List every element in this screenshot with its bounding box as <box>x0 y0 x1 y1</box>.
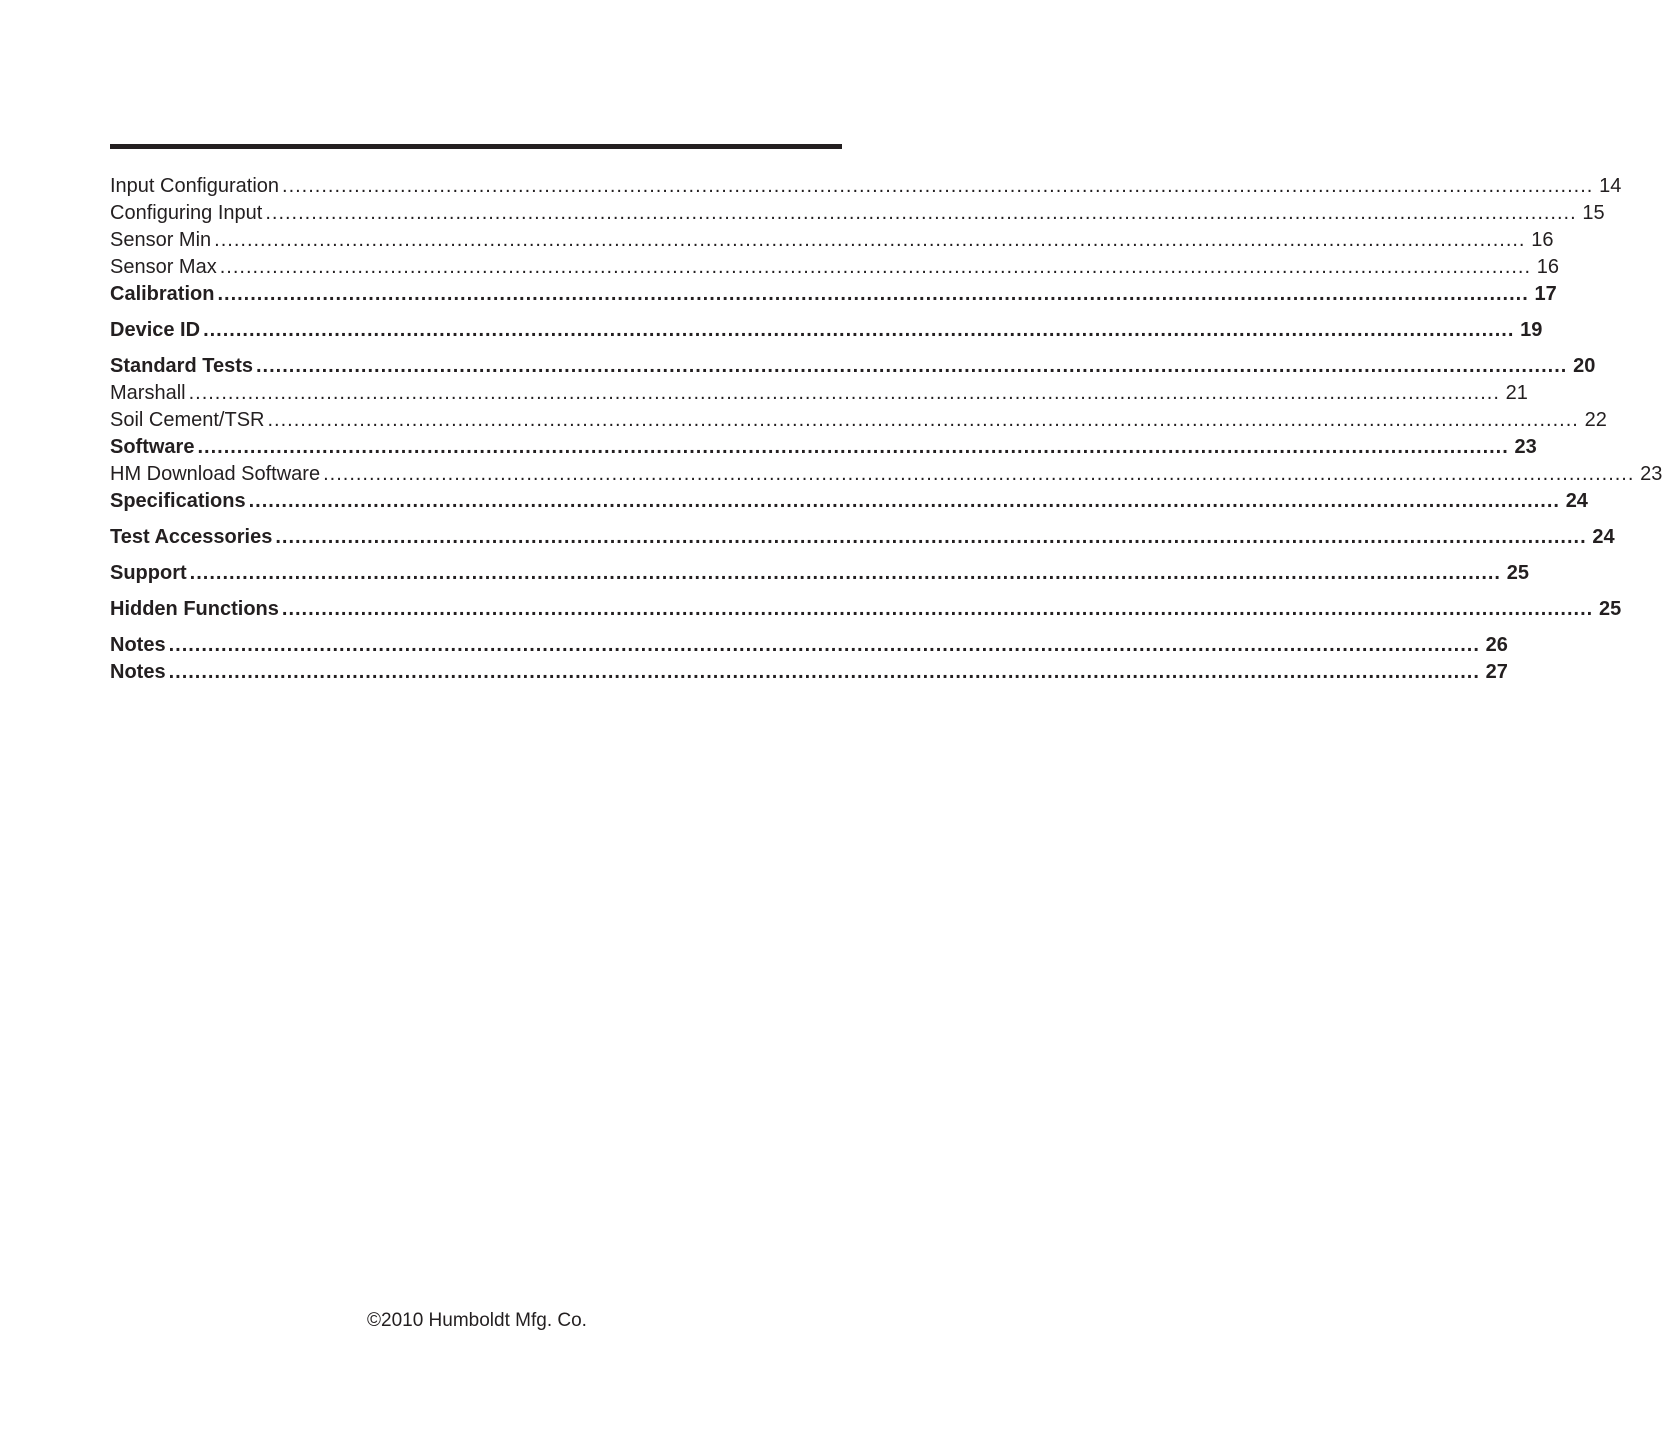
toc-entry-title: Device ID <box>110 319 201 341</box>
toc-dot-leader: ........................................................................................................................................................................................................ <box>189 562 1501 584</box>
copyright-footer: ©2010 Humboldt Mfg. Co. <box>367 1310 587 1331</box>
toc-entry-page-number: 24 <box>1592 526 1615 548</box>
toc-entry-page-number: 27 <box>1485 661 1508 683</box>
toc-entry-title: Marshall <box>110 382 186 404</box>
toc-entry-title: Configuring Input <box>110 202 263 224</box>
toc-entry-page-number: 21 <box>1505 382 1528 404</box>
table-of-contents <box>110 173 1662 686</box>
toc-entry[interactable] <box>110 407 1607 434</box>
top-rule <box>110 144 842 149</box>
toc-entry-page-number: 20 <box>1573 355 1596 377</box>
toc-entry-title: Software <box>110 436 195 458</box>
toc-entry[interactable] <box>110 227 1554 254</box>
toc-entry[interactable] <box>110 173 1622 200</box>
toc-dot-leader: ........................................................................................................................................................................................................ <box>323 463 1635 485</box>
toc-entry[interactable] <box>110 659 1508 686</box>
toc-dot-leader: ........................................................................................................................................................................................................ <box>188 382 1500 404</box>
toc-entry-title: Soil Cement/TSR <box>110 409 265 431</box>
toc-entry-title: Calibration <box>110 283 215 305</box>
toc-entry-title: Notes <box>110 661 166 683</box>
toc-entry[interactable] <box>110 380 1528 407</box>
toc-dot-leader: ........................................................................................................................................................................................................ <box>219 256 1532 278</box>
toc-entry-page-number: 16 <box>1531 229 1554 251</box>
toc-entry-page-number: 23 <box>1514 436 1537 458</box>
toc-dot-leader: ........................................................................................................................................................................................................ <box>168 634 1480 656</box>
toc-entry[interactable] <box>110 596 1622 623</box>
toc-entry-title: Hidden Functions <box>110 598 279 620</box>
toc-dot-leader: ........................................................................................................................................................................................................ <box>168 661 1480 683</box>
toc-entry-title: HM Download Software <box>110 463 321 485</box>
toc-dot-leader: ........................................................................................................................................................................................................ <box>256 355 1568 377</box>
toc-entry-title: Test Accessories <box>110 526 273 548</box>
toc-entry[interactable] <box>110 488 1588 515</box>
toc-entry-page-number: 19 <box>1520 319 1543 341</box>
toc-entry-page-number: 17 <box>1534 283 1557 305</box>
toc-entry-title: Notes <box>110 634 166 656</box>
toc-entry[interactable] <box>110 632 1508 659</box>
toc-entry-title: Sensor Min <box>110 229 212 251</box>
toc-dot-leader: ........................................................................................................................................................................................................ <box>214 229 1526 251</box>
toc-entry[interactable] <box>110 560 1529 587</box>
toc-entry-page-number: 23 <box>1640 463 1662 485</box>
toc-entry-title: Input Configuration <box>110 175 280 197</box>
toc-dot-leader: ........................................................................................................................................................................................................ <box>267 409 1579 431</box>
toc-entry-title: Specifications <box>110 490 246 512</box>
toc-dot-leader: ........................................................................................................................................................................................................ <box>282 175 1594 197</box>
toc-entry-page-number: 16 <box>1536 256 1560 278</box>
toc-entry[interactable] <box>110 254 1560 281</box>
toc-entry-page-number: 22 <box>1584 409 1607 431</box>
toc-dot-leader: ........................................................................................................................................................................................................ <box>217 283 1529 305</box>
toc-entry[interactable] <box>110 200 1605 227</box>
toc-entry[interactable] <box>110 281 1557 308</box>
toc-entry[interactable] <box>110 434 1537 461</box>
toc-entry-page-number: 25 <box>1598 598 1622 620</box>
toc-entry-page-number: 24 <box>1565 490 1588 512</box>
toc-entry-title: Support <box>110 562 187 584</box>
toc-entry[interactable] <box>110 353 1596 380</box>
toc-entry[interactable] <box>110 317 1543 344</box>
toc-entry[interactable] <box>110 524 1615 551</box>
toc-dot-leader: ........................................................................................................................................................................................................ <box>203 319 1515 341</box>
toc-entry-title: Sensor Max <box>110 256 217 278</box>
toc-dot-leader: ........................................................................................................................................................................................................ <box>197 436 1509 458</box>
toc-entry[interactable] <box>110 461 1662 488</box>
toc-dot-leader: ........................................................................................................................................................................................................ <box>275 526 1587 548</box>
toc-entry-title: Standard Tests <box>110 355 253 377</box>
toc-dot-leader: ........................................................................................................................................................................................................ <box>248 490 1560 512</box>
toc-entry-page-number: 14 <box>1599 175 1622 197</box>
toc-dot-leader: ........................................................................................................................................................................................................ <box>281 598 1594 620</box>
toc-entry-page-number: 26 <box>1485 634 1508 656</box>
toc-entry-page-number: 15 <box>1582 202 1605 224</box>
toc-dot-leader: ........................................................................................................................................................................................................ <box>265 202 1577 224</box>
toc-entry-page-number: 25 <box>1506 562 1529 584</box>
